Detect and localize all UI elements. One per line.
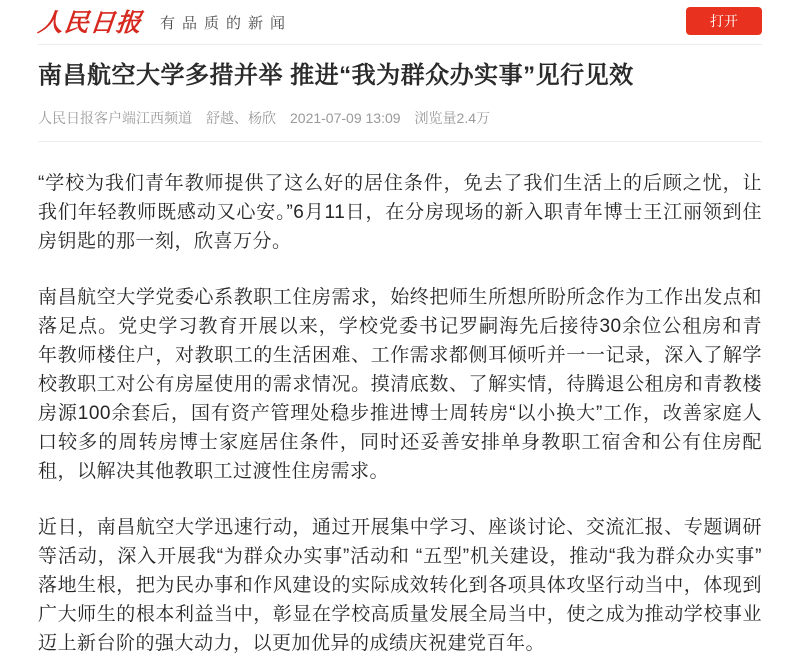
site-header (38, 0, 762, 45)
article-view-count: 浏览量2.4万 (414, 110, 491, 127)
article-paragraph: 南昌航空大学党委心系教职工住房需求，始终把师生所想所盼所念作为工作出发点和落足点。党史学习教育开展以来，学校党委书记罗嗣海先后接待30余位公租房和青年教师楼住户，对教职工的生活困难、工作需求都侧耳倾听并一一记录，深入了解学校教职工对公有房屋使用的需求情况。摸清底数、了解实情，待腾退公租房和青教楼房源100余套后，国有资产管理处稳步推进博士周转房“以小换大”工作，改善家庭人口较多的周转房博士家庭居住条件，同时还妥善安排单身教职工宿舍和公有住房配租，以解决其他教职工过渡性住房需求。 (38, 287, 762, 483)
article-paragraph: “学校为我们青年教师提供了这么好的居住条件，免去了我们生活上的后顾之忧，让我们年轻教师既感动又心安。”6月11日，在分房现场的新入职青年博士王江丽领到住房钥匙的那一刻，欣喜万分。 (38, 173, 762, 253)
article-authors: 舒越、杨欣 (206, 110, 276, 127)
article-byline (38, 108, 762, 142)
site-tagline: 有品质的新闻 (160, 14, 293, 32)
article-body (38, 169, 762, 658)
article-paragraph: 近日，南昌航空大学迅速行动，通过开展集中学习、座谈讨论、交流汇报、专题调研等活动，深入开展我“为群众办实事”活动和 “五型”机关建设，推动“我为群众办实事”落地生根，把为民办事和作风建设的实际成效转化到各项具体攻坚行动当中，体现到广大师生的根本利益当中，彰显在学校高质量发展全局当中，使之成为推动学校事业迈上新台阶的强大动力，以更加优异的成绩庆祝建党百年。 (38, 517, 762, 655)
article-title: 南昌航空大学多措并举 推进“我为群众办实事”见行见效 (38, 62, 634, 89)
open-app-button[interactable]: 打开 (686, 7, 762, 35)
article-datetime: 2021-07-09 13:09 (290, 110, 401, 127)
peoples-daily-logo[interactable]: 人民日报 (36, 7, 144, 37)
article-source: 人民日报客户端江西频道 (38, 110, 192, 127)
